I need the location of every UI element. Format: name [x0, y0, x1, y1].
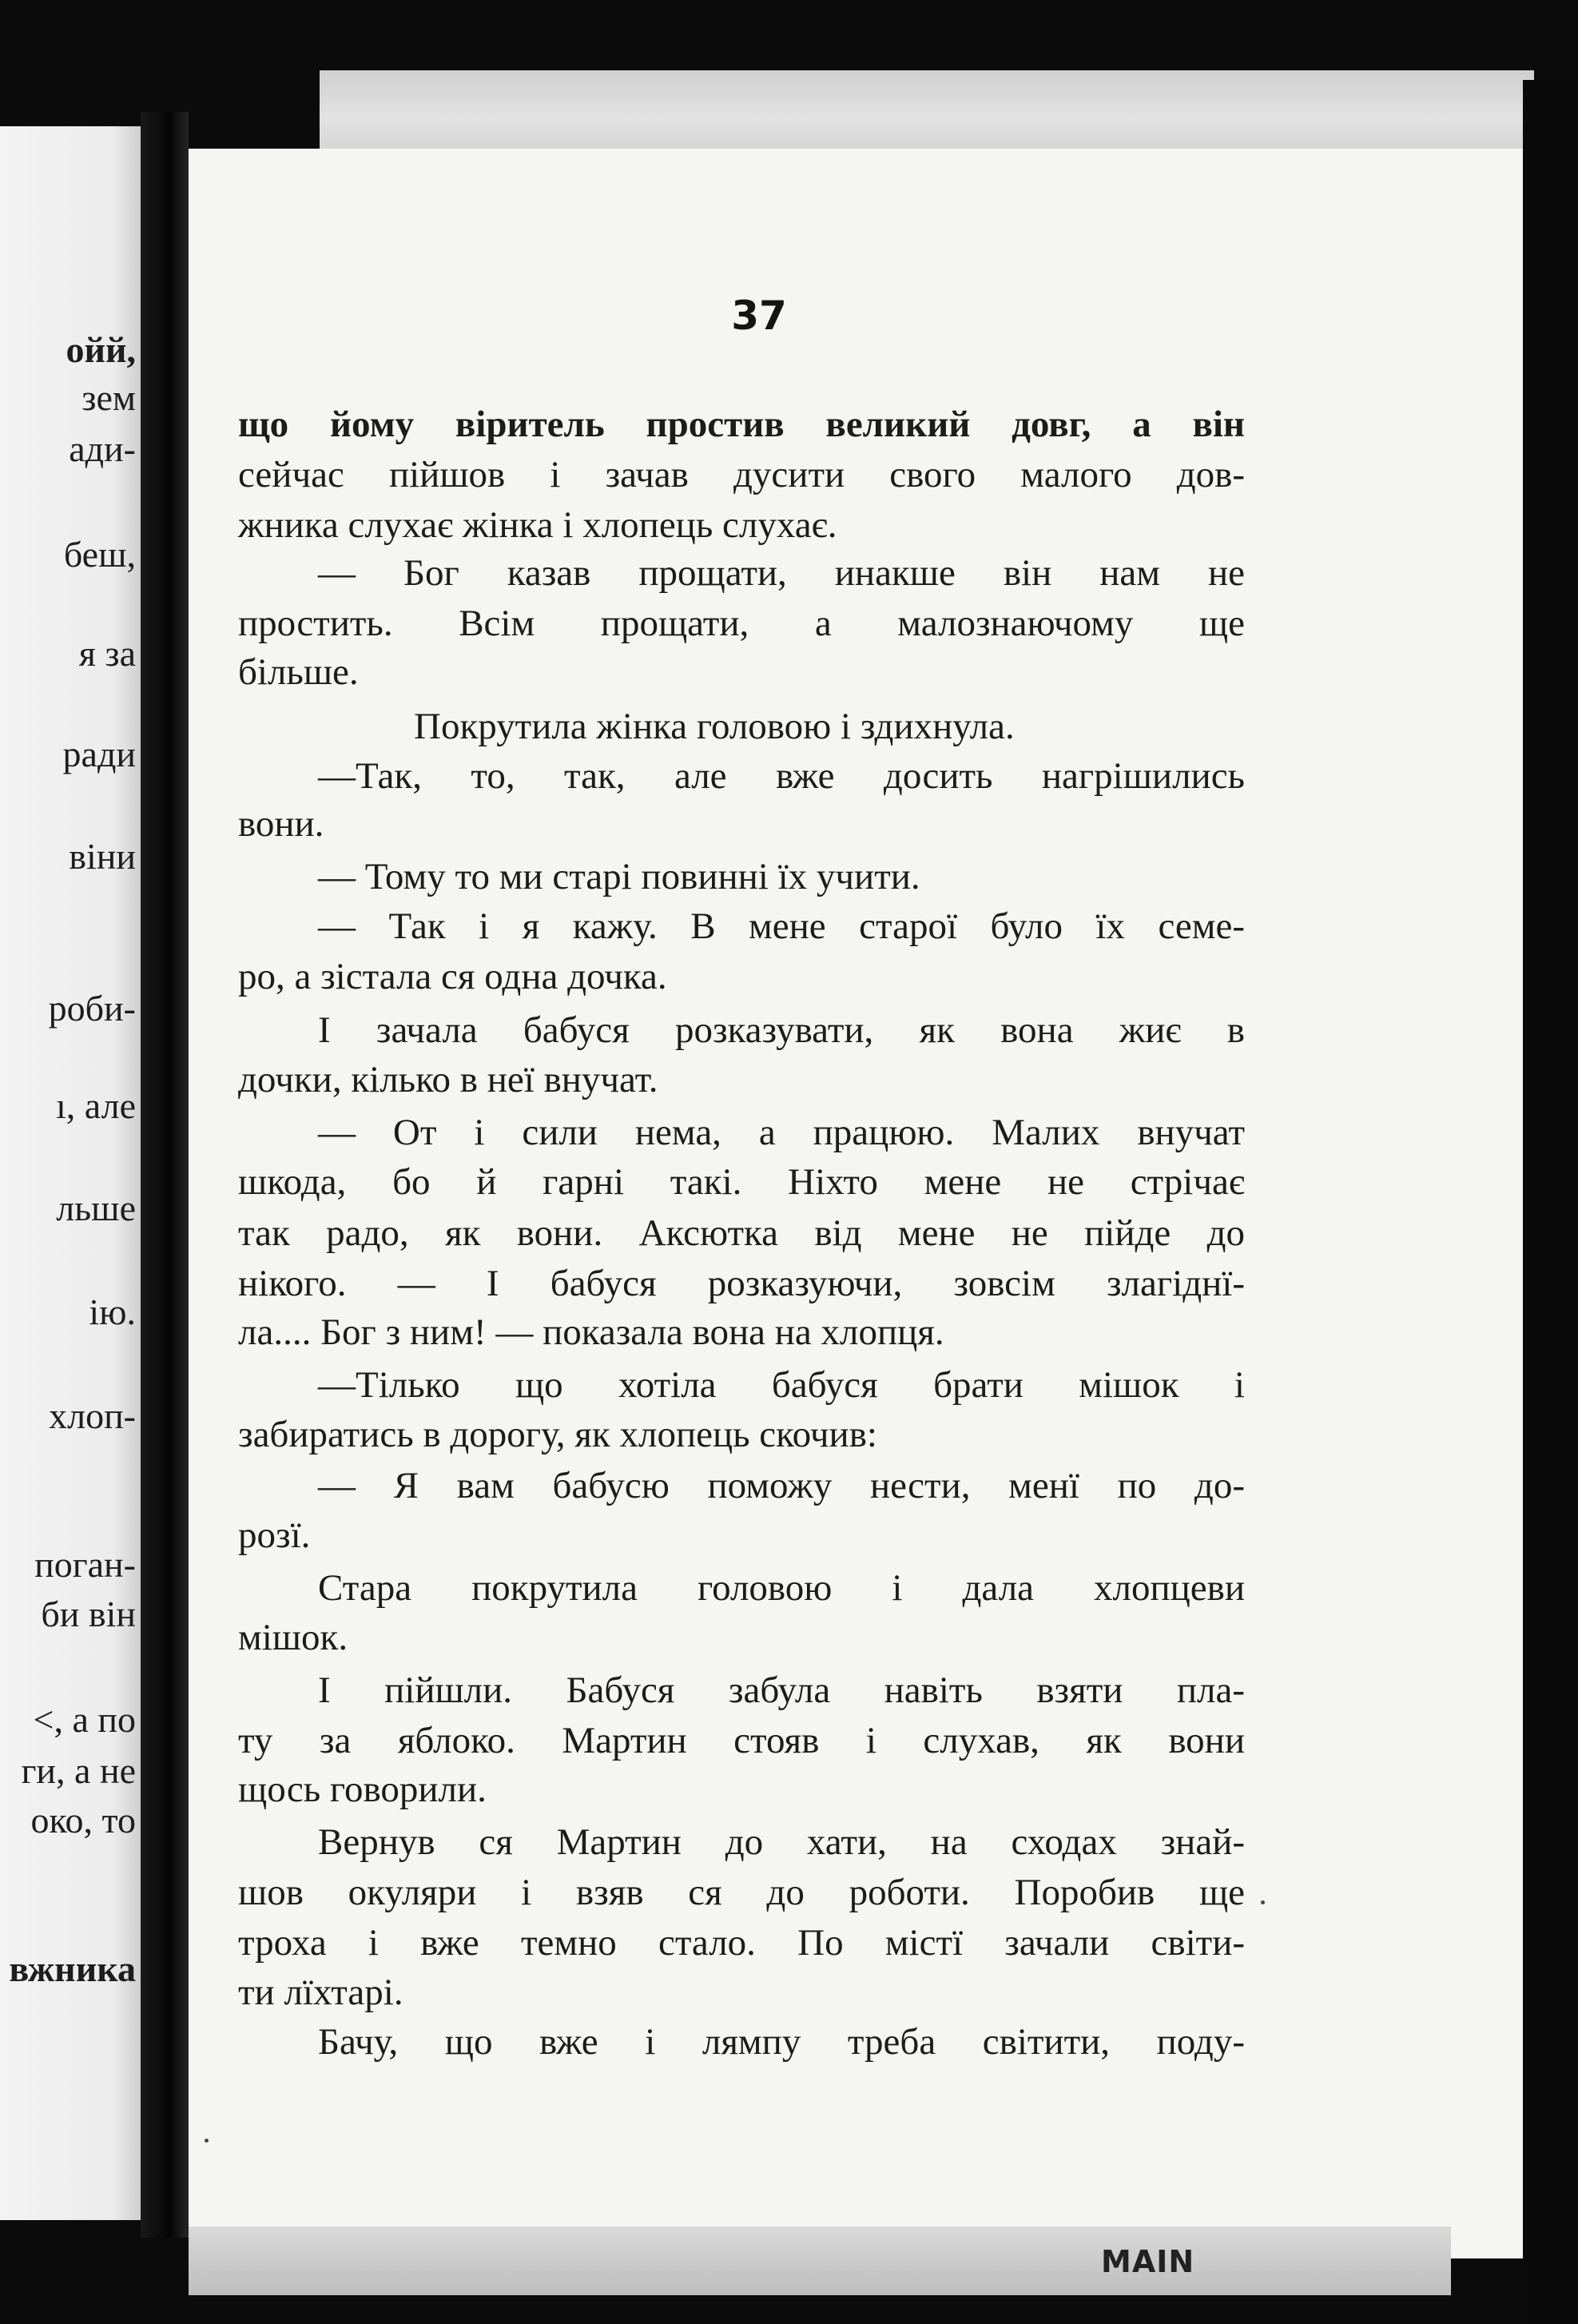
book-gutter — [141, 112, 189, 2238]
text-line: І пійшли. Бабуся забула навіть взяти пла- — [318, 1669, 1245, 1711]
left-page-line: би він — [41, 1594, 136, 1634]
text-line: Бачу, що вже і лямпу треба світити, поду- — [318, 2021, 1245, 2063]
text-line: простить. Всім прощати, а малознаючому ще — [238, 603, 1245, 644]
text-line: що йому віритель простив великий довг, а він — [238, 404, 1245, 445]
text-line: розї. — [238, 1514, 311, 1556]
text-line: шкода, бо й гарні такі. Ніхто мене не стрічає — [238, 1161, 1245, 1203]
top-page-strip — [320, 70, 1534, 149]
text-line: більше. — [238, 651, 359, 693]
left-page-line: беш, — [63, 534, 136, 575]
left-page-line: ги, а не — [21, 1750, 136, 1791]
left-page-line: я за — [78, 633, 136, 674]
left-page-line: <, а по — [33, 1699, 136, 1740]
left-page-line: зем — [81, 377, 136, 418]
left-page-line: льше — [56, 1188, 136, 1228]
left-page-line: вжника — [9, 1948, 136, 1989]
library-stamp: MAIN — [1101, 2244, 1195, 2279]
text-line: — Я вам бабусю поможу нести, менї по до- — [318, 1465, 1245, 1506]
text-line: Покрутила жінка головою і здихнула. — [414, 706, 1015, 747]
text-line: забиратись в дорогу, як хлопець скочив: — [238, 1414, 877, 1455]
text-line: ла.... Бог з ним! — показала вона на хлопця. — [238, 1311, 944, 1353]
text-line: нікого. — І бабуся розказуючи, зовсім злагіднї- — [238, 1263, 1245, 1304]
text-line: —Тілько що хотіла бабуся брати мішок і — [318, 1364, 1245, 1406]
text-line: ти лїхтарі. — [238, 1972, 403, 2013]
text-line: мішок. — [238, 1617, 348, 1658]
text-line: троха і вже темно стало. По містї зачали світи- — [238, 1922, 1245, 1964]
text-line: щось говорили. — [238, 1769, 487, 1810]
text-line: вони. — [238, 803, 324, 845]
text-line: І зачала бабуся розказувати, як вона жиє в — [318, 1009, 1245, 1051]
left-page-line: ı, але — [56, 1085, 136, 1126]
text-line: ту за яблоко. Мартин стояв і слухав, як вони — [238, 1720, 1245, 1761]
left-page-line: ойй, — [66, 329, 136, 370]
left-page-line: око, то — [30, 1800, 136, 1840]
text-line: — От і сили нема, а працюю. Малих внучат — [318, 1112, 1245, 1153]
left-page-line: ію. — [89, 1291, 136, 1332]
text-line: Стара покрутила головою і дала хлопцеви — [318, 1567, 1245, 1609]
left-page-line: роби- — [48, 988, 136, 1029]
text-line: шов окуляри і взяв ся до роботи. Поробив ще — [238, 1872, 1245, 1913]
left-page-line: поган- — [34, 1544, 136, 1585]
left-page-line: хлоп- — [49, 1395, 136, 1436]
text-line: так радо, як вони. Аксютка від мене не пійде до — [238, 1212, 1245, 1254]
dust-speck — [1261, 1900, 1265, 1904]
left-page-line: ади- — [69, 428, 136, 469]
text-line: —Так, то, так, але вже досить нагрішились — [318, 755, 1245, 797]
left-page-line: віни — [69, 836, 136, 877]
left-page-line: ради — [62, 734, 136, 774]
text-line: жника слухає жінка і хлопець слухає. — [238, 504, 837, 546]
text-line: Вернув ся Мартин до хати, на сходах знай- — [318, 1821, 1245, 1863]
text-line: дочки, кілько в неї внучат. — [238, 1059, 658, 1100]
text-line: — Так і я кажу. В мене старої було їх семе- — [318, 905, 1245, 947]
text-line: сейчас пійшов і зачав дусити свого малого дов- — [238, 454, 1245, 495]
text-line: ро, а зістала ся одна дочка. — [238, 956, 667, 997]
dust-speck — [205, 2139, 209, 2143]
text-line: — Тому то ми старі повинні їх учити. — [318, 856, 920, 897]
bottom-page-strip — [189, 2227, 1451, 2295]
text-line: — Бог казав прощати, инакше він нам не — [318, 552, 1245, 594]
page-edge — [1523, 80, 1578, 2324]
left-page — [0, 126, 141, 2220]
page-number: 37 — [731, 292, 787, 339]
